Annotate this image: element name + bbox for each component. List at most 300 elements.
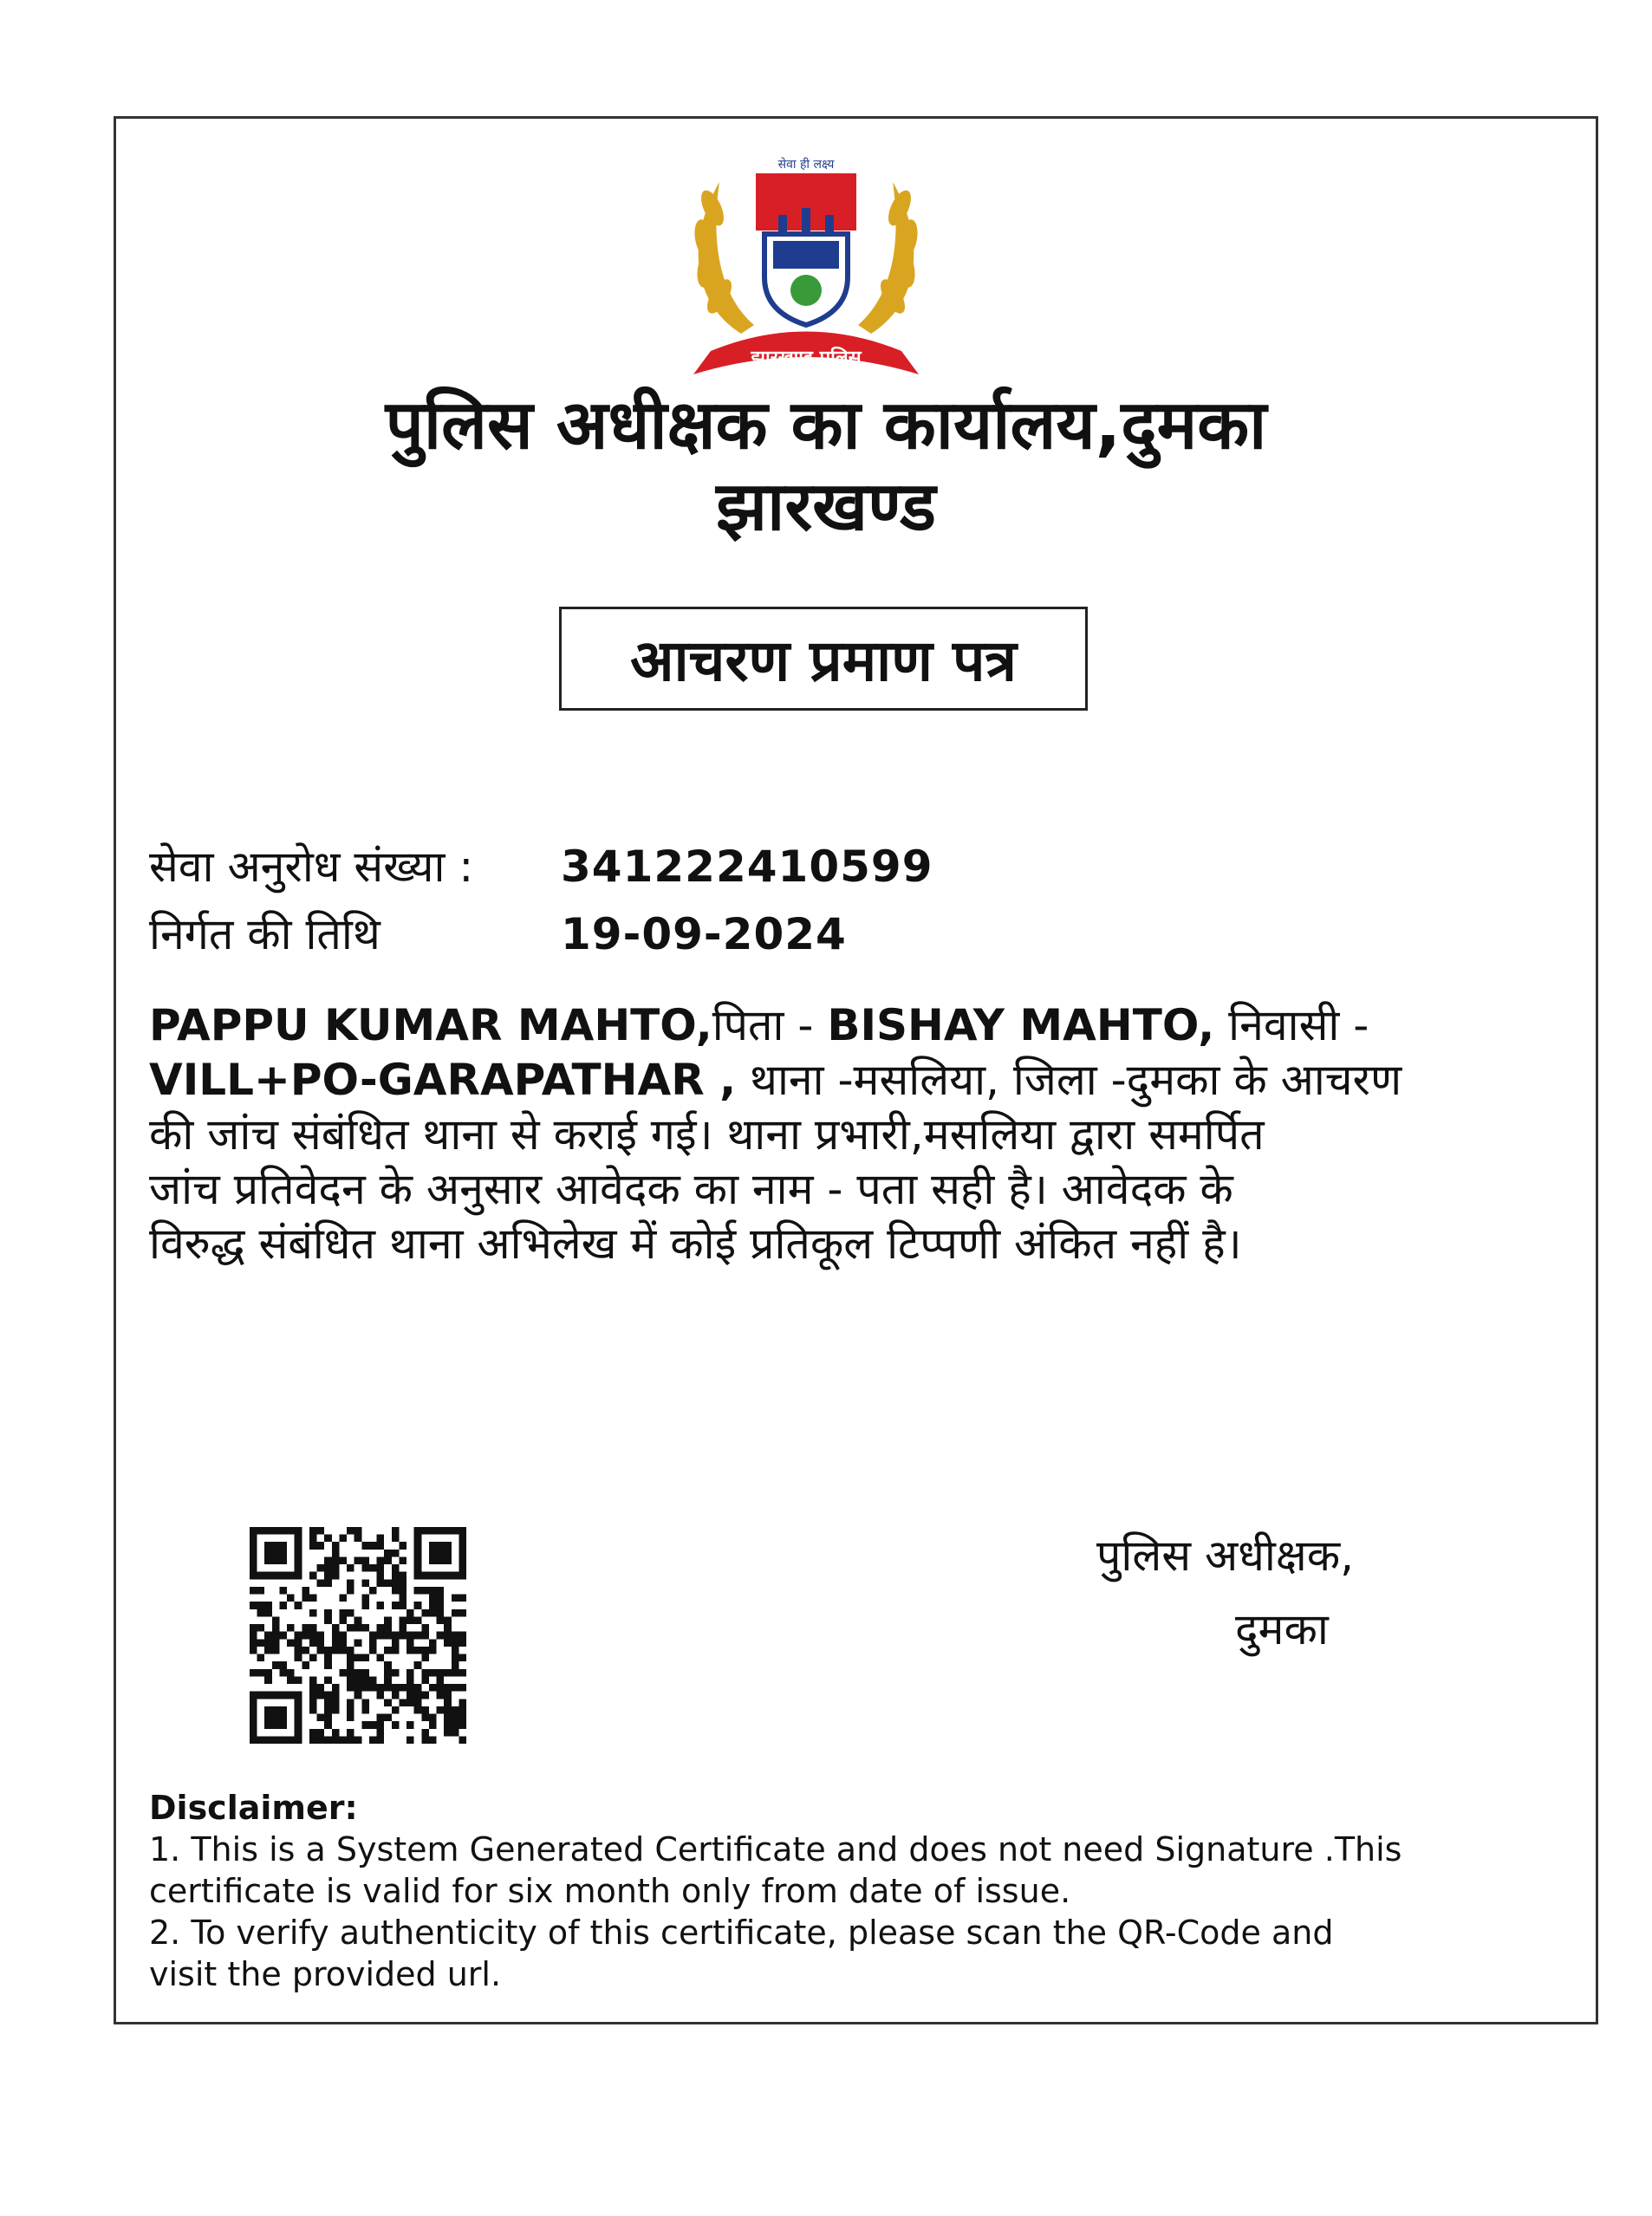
qr-module [437,1616,445,1624]
qr-module [347,1661,354,1669]
certificate-body [149,998,1579,1271]
qr-module [332,1729,340,1737]
qr-module [347,1706,354,1714]
qr-module [257,1654,265,1662]
qr-module [264,1736,272,1744]
qr-module [272,1714,280,1722]
qr-module [324,1736,332,1744]
verification-qr-code[interactable] [250,1527,466,1744]
qr-module [414,1647,422,1654]
qr-module [279,1692,287,1699]
qr-module [421,1729,429,1737]
qr-module [421,1609,429,1617]
body-line-2-rest: थाना -मसलिया, जिला -दुमका के आचरण [736,1055,1402,1105]
qr-module [429,1639,437,1647]
qr-module [250,1714,257,1722]
qr-module [377,1572,385,1580]
qr-module [287,1572,295,1580]
qr-module [295,1550,302,1557]
qr-module [406,1609,414,1617]
qr-module [384,1661,392,1669]
qr-module [414,1699,422,1706]
qr-module [452,1595,459,1602]
qr-module [309,1639,317,1647]
qr-module [437,1706,445,1714]
qr-module [369,1639,377,1647]
qr-module [250,1535,257,1543]
qr-module [324,1699,332,1706]
qr-module [459,1706,466,1714]
qr-module [279,1721,287,1729]
qr-module [377,1579,385,1587]
disclaimer-line-3: 2. To verify authenticity of this certificate, please scan the QR-Code and [149,1914,1334,1952]
qr-module [317,1729,325,1737]
state-title: झारखण्ड [716,468,936,546]
qr-module [399,1624,406,1632]
qr-module [361,1564,369,1572]
qr-module [459,1684,466,1692]
qr-module [287,1527,295,1535]
qr-module [421,1692,429,1699]
qr-module [361,1556,369,1564]
qr-module [421,1676,429,1684]
qr-module [317,1639,325,1647]
qr-module [332,1706,340,1714]
qr-module [309,1624,317,1632]
qr-module [429,1550,437,1557]
laurel-right-icon [858,182,920,334]
qr-module [332,1624,340,1632]
qr-module [332,1699,340,1706]
qr-module [295,1736,302,1744]
qr-module [295,1676,302,1684]
qr-module [339,1639,347,1647]
qr-module [437,1556,445,1564]
qr-module [361,1595,369,1602]
qr-module [392,1535,400,1543]
qr-module [295,1535,302,1543]
qr-module [250,1729,257,1737]
qr-module [332,1572,340,1580]
qr-module [317,1542,325,1550]
qr-module [272,1639,280,1647]
qr-module [250,1639,257,1647]
qr-module [264,1527,272,1535]
qr-module [406,1669,414,1677]
qr-module [361,1676,369,1684]
body-line-2 [149,1053,1579,1108]
qr-module [324,1706,332,1714]
qr-module [414,1706,422,1714]
qr-module [287,1692,295,1699]
qr-module [295,1714,302,1722]
qr-module [361,1654,369,1662]
qr-module [444,1550,452,1557]
qr-module [452,1714,459,1722]
qr-module [332,1692,340,1699]
qr-module [361,1579,369,1587]
qr-module [437,1587,445,1595]
qr-module [339,1669,347,1677]
qr-module [302,1647,309,1654]
qr-module [399,1595,406,1602]
qr-module [414,1572,422,1580]
qr-module [309,1654,317,1662]
qr-module [459,1639,466,1647]
qr-module [406,1639,414,1647]
qr-module [429,1542,437,1550]
qr-module [452,1721,459,1729]
qr-module [437,1602,445,1609]
qr-module [421,1706,429,1714]
qr-module [384,1632,392,1640]
qr-module [257,1624,265,1632]
qr-module [384,1647,392,1654]
qr-module [347,1654,354,1662]
qr-module [429,1736,437,1744]
qr-module [361,1684,369,1692]
qr-module [324,1647,332,1654]
qr-module [317,1714,325,1722]
qr-module [421,1654,429,1662]
qr-module [295,1602,302,1609]
qr-module [392,1579,400,1587]
qr-module [339,1616,347,1624]
qr-module [459,1542,466,1550]
qr-module [347,1714,354,1722]
qr-module [437,1692,445,1699]
qr-module [287,1676,295,1684]
qr-module [279,1550,287,1557]
qr-module [347,1699,354,1706]
qr-module [264,1676,272,1684]
qr-module [392,1684,400,1692]
father-label: पिता - [712,1000,828,1050]
qr-module [250,1632,257,1640]
qr-module [295,1564,302,1572]
qr-module [459,1609,466,1617]
qr-module [437,1572,445,1580]
qr-module [354,1527,362,1535]
qr-module [429,1595,437,1602]
qr-module [309,1729,317,1737]
qr-module [250,1556,257,1564]
qr-module [369,1676,377,1684]
qr-module [295,1729,302,1737]
qr-module [399,1602,406,1609]
qr-module [399,1587,406,1595]
qr-module [361,1706,369,1714]
qr-module [302,1587,309,1595]
applicant-name: PAPPU KUMAR MAHTO, [149,1000,712,1050]
qr-module [339,1632,347,1640]
qr-module [429,1527,437,1535]
qr-module [392,1647,400,1654]
qr-module [272,1572,280,1580]
qr-module [437,1632,445,1640]
qr-module [317,1736,325,1744]
qr-module [377,1564,385,1572]
qr-module [459,1564,466,1572]
body-line-1 [149,998,1579,1053]
qr-module [444,1721,452,1729]
qr-module [361,1669,369,1677]
qr-module [399,1572,406,1580]
disclaimer-line-1: 1. This is a System Generated Certificate and does not need Signature .This [149,1830,1402,1868]
qr-module [272,1527,280,1535]
qr-module [444,1639,452,1647]
qr-module [414,1556,422,1564]
qr-module [287,1736,295,1744]
qr-module [332,1736,340,1744]
qr-module [384,1550,392,1557]
qr-module [414,1684,422,1692]
qr-module [361,1699,369,1706]
qr-module [414,1564,422,1572]
body-line-4: जांच प्रतिवेदन के अनुसार आवेदक का नाम - पता सही है। आवेदक के [149,1164,1233,1214]
qr-module [399,1579,406,1587]
qr-module [250,1542,257,1550]
qr-module [324,1556,332,1564]
qr-module [444,1632,452,1640]
qr-module [279,1556,287,1564]
qr-module [354,1624,362,1632]
qr-module [279,1661,287,1669]
qr-module [421,1669,429,1677]
certificate-title [559,607,1088,711]
qr-module [347,1736,354,1744]
office-title: पुलिस अधीक्षक का कार्यालय,दुमका [385,387,1267,465]
qr-module [272,1556,280,1564]
qr-module [459,1556,466,1564]
qr-module [437,1542,445,1550]
qr-module [279,1542,287,1550]
body-line-3: की जांच संबंधित थाना से कराई गई। थाना प्रभारी,मसलिया द्वारा समर्पित [149,1109,1265,1160]
qr-module [332,1556,340,1564]
qr-module [437,1669,445,1677]
qr-module [377,1729,385,1737]
qr-module [295,1699,302,1706]
qr-module [354,1669,362,1677]
certificate-title-text: आचरण प्रमाण पत्र [630,627,1017,694]
qr-module [339,1535,347,1543]
qr-module [295,1542,302,1550]
qr-module [264,1714,272,1722]
emblem-leaf-icon [790,275,822,306]
qr-module [295,1572,302,1580]
qr-module [444,1706,452,1714]
qr-module [257,1609,265,1617]
qr-module [429,1602,437,1609]
qr-module [287,1639,295,1647]
qr-module [324,1572,332,1580]
qr-module [399,1616,406,1624]
qr-module [452,1706,459,1714]
qr-module [332,1542,340,1550]
qr-module [347,1564,354,1572]
qr-module [309,1542,317,1550]
qr-module [392,1721,400,1729]
qr-module [392,1602,400,1609]
qr-module [369,1647,377,1654]
qr-module [324,1661,332,1669]
qr-module [452,1527,459,1535]
qr-module [377,1535,385,1543]
qr-module [459,1550,466,1557]
qr-module [392,1639,400,1647]
qr-module [279,1572,287,1580]
qr-module [459,1699,466,1706]
qr-module [384,1669,392,1677]
qr-module [324,1609,332,1617]
jharkhand-police-emblem [659,147,953,399]
qr-module [324,1535,332,1543]
qr-module [406,1692,414,1699]
qr-module [369,1721,377,1729]
qr-module [272,1661,280,1669]
qr-module [392,1550,400,1557]
qr-module [459,1736,466,1744]
qr-module [250,1572,257,1580]
qr-module [384,1579,392,1587]
qr-module [392,1632,400,1640]
qr-module [279,1736,287,1744]
qr-module [421,1736,429,1744]
qr-module [452,1572,459,1580]
qr-module [392,1706,400,1714]
qr-module [459,1632,466,1640]
qr-module [339,1736,347,1744]
qr-module [279,1602,287,1609]
qr-module [429,1587,437,1595]
qr-module [406,1676,414,1684]
qr-module [392,1572,400,1580]
qr-module [377,1721,385,1729]
qr-module [264,1639,272,1647]
qr-module [347,1624,354,1632]
qr-module [324,1676,332,1684]
qr-module [295,1654,302,1662]
qr-module [369,1632,377,1640]
qr-module [452,1729,459,1737]
qr-module [309,1692,317,1699]
qr-module [406,1684,414,1692]
qr-module [444,1616,452,1624]
qr-module [452,1609,459,1617]
qr-module [257,1602,265,1609]
qr-module [437,1609,445,1617]
qr-module [392,1692,400,1699]
applicant-address: VILL+PO-GARAPATHAR , [149,1055,737,1105]
qr-module [317,1632,325,1640]
qr-module [384,1699,392,1706]
qr-module [309,1684,317,1692]
qr-module [295,1647,302,1654]
qr-module [264,1706,272,1714]
qr-module [444,1542,452,1550]
qr-module [421,1624,429,1632]
qr-module [421,1572,429,1580]
qr-module [257,1572,265,1580]
qr-module [437,1676,445,1684]
qr-module [377,1624,385,1632]
qr-module [279,1632,287,1640]
qr-module [406,1721,414,1729]
qr-module [302,1632,309,1640]
qr-module [347,1669,354,1677]
qr-module [309,1595,317,1602]
qr-module [347,1609,354,1617]
qr-module [384,1714,392,1722]
qr-module [384,1556,392,1564]
qr-module [459,1527,466,1535]
qr-module [309,1699,317,1706]
qr-module [444,1527,452,1535]
qr-module [339,1595,347,1602]
qr-module [361,1542,369,1550]
qr-module [317,1692,325,1699]
qr-module [250,1669,257,1677]
qr-module [369,1587,377,1595]
qr-module [452,1684,459,1692]
qr-module [444,1729,452,1737]
laurel-left-icon [692,182,754,334]
qr-module [317,1564,325,1572]
issue-date-label: निर्गत की तिथि [149,909,380,959]
qr-module [414,1527,422,1535]
qr-module [332,1550,340,1557]
qr-module [257,1736,265,1744]
qr-module [250,1550,257,1557]
qr-module [302,1661,309,1669]
qr-module [399,1556,406,1564]
qr-module [392,1564,400,1572]
qr-module [295,1632,302,1640]
qr-module [295,1692,302,1699]
qr-module [347,1676,354,1684]
qr-module [250,1564,257,1572]
qr-module [354,1654,362,1662]
qr-module [279,1669,287,1677]
qr-module [257,1587,265,1595]
qr-module [421,1587,429,1595]
qr-module [250,1527,257,1535]
request-number-label: सेवा अनुरोध संख्या : [149,842,474,892]
qr-module [272,1706,280,1714]
qr-module [414,1587,422,1595]
qr-module [361,1624,369,1632]
qr-module [295,1639,302,1647]
qr-module [324,1721,332,1729]
request-number-value: 341222410599 [561,842,933,892]
qr-module [399,1632,406,1640]
qr-module [421,1527,429,1535]
qr-module [354,1676,362,1684]
qr-module [429,1609,437,1617]
qr-module [444,1684,452,1692]
qr-module [250,1602,257,1609]
qr-module [309,1527,317,1535]
qr-module [250,1624,257,1632]
qr-module [309,1676,317,1684]
qr-module [257,1639,265,1647]
qr-module [429,1669,437,1677]
qr-module [317,1579,325,1587]
qr-module [399,1684,406,1692]
resident-label: निवासी - [1214,1000,1369,1050]
qr-module [452,1632,459,1640]
qr-module [392,1527,400,1535]
